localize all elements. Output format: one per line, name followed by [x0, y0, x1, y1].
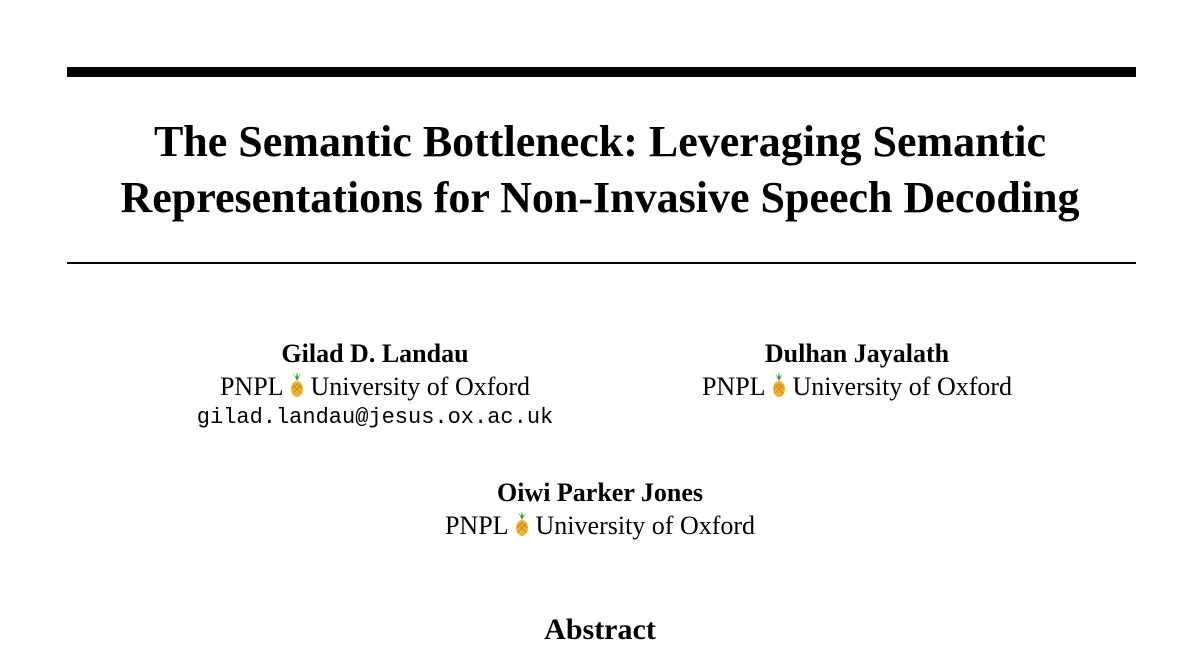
- author-university: University of Oxford: [535, 511, 756, 540]
- author-name: Dulhan Jayalath: [764, 339, 950, 368]
- author-affiliation: [125, 370, 625, 403]
- author-email[interactable]: gilad.landau@jesus.ox.ac.uk: [196, 405, 554, 430]
- author-university: University of Oxford: [310, 372, 531, 401]
- abstract-heading: Abstract: [544, 613, 656, 646]
- author-lab: PNPL: [701, 372, 766, 401]
- bottom-rule: [67, 262, 1136, 264]
- pineapple-icon: [287, 372, 307, 398]
- pineapple-icon: [769, 372, 789, 398]
- title-line-1: The Semantic Bottleneck: Leveraging Semantic: [153, 117, 1047, 166]
- author-name: Oiwi Parker Jones: [496, 478, 704, 507]
- author-block-3: [350, 476, 850, 542]
- author-university: University of Oxford: [792, 372, 1013, 401]
- title-line-2: Representations for Non-Invasive Speech Decoding: [120, 173, 1080, 222]
- author-lab: PNPL: [444, 511, 509, 540]
- author-affiliation: [607, 370, 1107, 403]
- top-rule: [67, 67, 1136, 77]
- author-lab: PNPL: [219, 372, 284, 401]
- author-name: Gilad D. Landau: [281, 339, 469, 368]
- author-block-2: [607, 337, 1107, 403]
- author-affiliation: [350, 509, 850, 542]
- paper-title: [0, 114, 1200, 226]
- pineapple-icon: [512, 511, 532, 537]
- author-block-1: [125, 337, 625, 433]
